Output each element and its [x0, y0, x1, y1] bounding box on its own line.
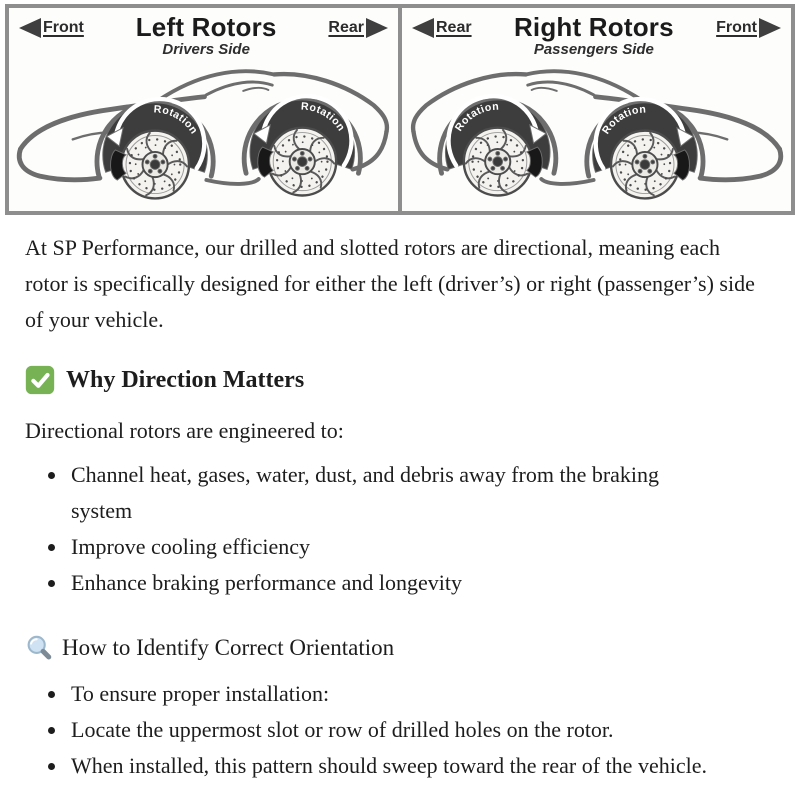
- list-item: • Enhance braking performance and longevity: [68, 565, 711, 601]
- arrow-right-icon: [366, 18, 388, 38]
- front-marker: [19, 18, 84, 38]
- magnifying-glass-icon: [25, 634, 54, 663]
- list-item: • Locate the uppermost slot or row of drilled holes on the rotor.: [68, 712, 711, 748]
- arrow-right-icon: [759, 18, 781, 38]
- right-panel-header: [402, 8, 791, 58]
- check-mark-icon: [25, 365, 55, 395]
- rear-label: Rear: [328, 19, 364, 36]
- left-panel-header: [9, 8, 398, 58]
- left-car-illustration: [9, 58, 398, 211]
- list-item: • When installed, this pattern should sweep toward the rear of the vehicle.: [68, 748, 711, 784]
- left-panel-titles: [84, 14, 329, 58]
- list-item: • Channel heat, gases, water, dust, and debris away from the braking system: [68, 457, 711, 529]
- intro-paragraph: At SP Performance, our drilled and slotted rotors are directional, meaning each rotor is specifically designed for either the left (driver’s) or right (passenger’s) side of your vehicle.: [25, 235, 755, 333]
- right-panel-titles: [472, 14, 717, 58]
- rotation-label: Rotation: [300, 100, 348, 134]
- rotor-direction-diagram: [5, 4, 795, 215]
- section-heading-text: Why Direction Matters: [66, 366, 305, 393]
- rotation-label: Rotation: [600, 103, 647, 137]
- panel-subtitle: Passengers Side: [533, 41, 654, 59]
- arrow-left-icon: [412, 18, 434, 38]
- left-rotors-panel: [9, 8, 398, 211]
- lead-sentence: Directional rotors are engineered to:: [25, 418, 344, 444]
- front-marker: [716, 18, 781, 38]
- rear-marker: [412, 18, 472, 38]
- right-rotors-panel: [398, 8, 791, 211]
- right-car-illustration: [402, 58, 791, 211]
- benefits-list: [0, 457, 775, 601]
- car-sketch-right: [402, 58, 791, 211]
- list-item: • To ensure proper installation:: [68, 676, 711, 712]
- panel-subtitle: Drivers Side: [162, 41, 250, 59]
- section-heading-why-direction-matters: [25, 365, 775, 395]
- section-heading-text: How to Identify Correct Orientation: [62, 635, 395, 661]
- list-item: • Improve cooling efficiency: [68, 529, 711, 565]
- front-label: Front: [43, 19, 84, 36]
- arrow-left-icon: [19, 18, 41, 38]
- orientation-steps-list: [0, 676, 775, 784]
- front-label: Front: [716, 19, 757, 36]
- section-heading-identify-orientation: [25, 634, 775, 663]
- panel-title: Left Rotors: [135, 12, 277, 42]
- rotation-label: Rotation: [153, 103, 201, 137]
- car-sketch-left: [9, 58, 398, 211]
- rear-marker: [328, 18, 388, 38]
- rotation-label: Rotation: [452, 100, 500, 134]
- panel-title: Right Rotors: [513, 12, 674, 42]
- rear-label: Rear: [436, 19, 472, 36]
